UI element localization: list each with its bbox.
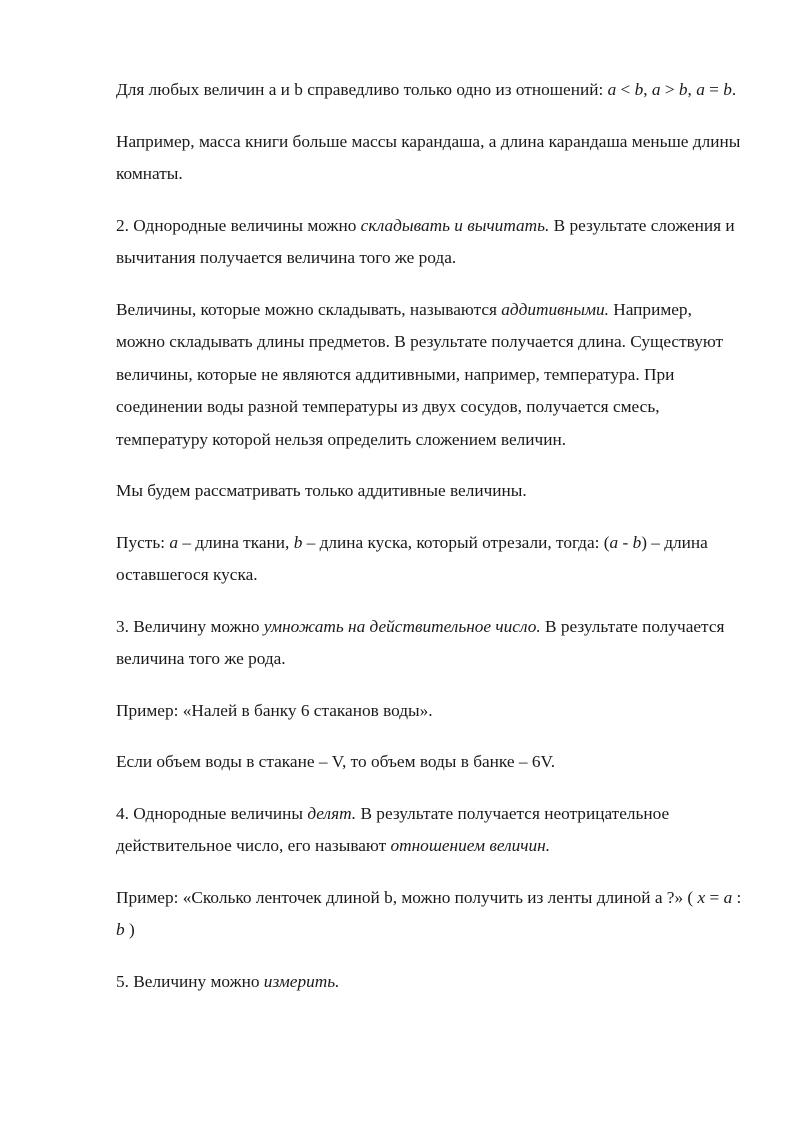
italic-text: b xyxy=(678,80,688,99)
text-segment: : xyxy=(732,887,742,907)
italic-text: a xyxy=(169,532,178,552)
text-segment: , xyxy=(643,80,652,99)
paragraph xyxy=(116,882,744,947)
document-page xyxy=(116,74,744,1017)
italic-text: отношением величин. xyxy=(390,836,551,855)
paragraph xyxy=(116,74,744,107)
text-segment: Например, масса книги больше массы карандаша, а длина карандаша меньше длины комнаты. xyxy=(116,131,741,183)
paragraph xyxy=(116,611,744,676)
text-segment: Мы будем рассматривать только аддитивные величины. xyxy=(116,481,527,500)
italic-text: a xyxy=(609,532,619,552)
paragraph xyxy=(116,294,744,457)
italic-text: a xyxy=(651,80,661,99)
text-segment: - xyxy=(618,532,633,552)
text-segment: 2. Однородные величины можно xyxy=(116,215,361,235)
text-segment: > xyxy=(660,80,679,99)
text-segment: Величины, которые можно складывать, называются xyxy=(116,299,502,319)
text-segment: = xyxy=(704,80,724,99)
text-segment: В результате получается неотрицательное действительное число, его называют xyxy=(116,803,670,855)
text-segment: Пример: «Налей в банку 6 стаканов воды». xyxy=(116,700,433,720)
italic-text: x xyxy=(697,887,706,907)
text-segment: Пример: «Сколько ленточек длиной b, можно получить из ленты длиной a ?» ( xyxy=(116,887,698,907)
paragraph xyxy=(116,798,744,863)
text-segment: 4. Однородные величины xyxy=(116,803,308,823)
italic-text: умножать на действительное число. xyxy=(263,616,541,636)
paragraph xyxy=(116,475,744,508)
text-segment: – длина ткани, xyxy=(178,532,294,552)
paragraph xyxy=(116,210,744,275)
italic-text: аддитивными. xyxy=(501,299,609,319)
paragraph xyxy=(116,527,744,592)
italic-text: b xyxy=(632,532,642,552)
text-segment: Пусть: xyxy=(116,532,170,552)
italic-text: измерить. xyxy=(263,971,340,991)
paragraph xyxy=(116,966,744,999)
paragraph xyxy=(116,126,744,191)
text-segment: ) xyxy=(124,920,135,939)
italic-text: a xyxy=(607,80,617,99)
italic-text: делят. xyxy=(307,803,357,823)
italic-text: b xyxy=(634,80,644,99)
italic-text: складывать и вычитать. xyxy=(360,215,550,235)
text-segment: . xyxy=(731,80,737,99)
italic-text: b xyxy=(116,920,125,939)
text-segment: Например, можно складывать длины предметов. В результате получается длина. Существуют величины, которые не являются аддитивными, например, температура. При соединении воды разной температуры из двух сосудов, получается смесь, температуру которой нельзя определить сложением величин. xyxy=(116,299,724,449)
text-segment: 3. Величину можно xyxy=(116,616,264,636)
text-segment: Если объем воды в стакане – V, то объем воды в банке – 6V. xyxy=(116,752,556,771)
italic-text: b xyxy=(723,80,732,99)
paragraph xyxy=(116,695,744,728)
text-segment: – длина куска, который отрезали, тогда: ( xyxy=(302,532,610,552)
text-segment: В результате получается величина того же рода. xyxy=(116,616,725,668)
paragraph xyxy=(116,746,744,779)
text-segment: В результате сложения и вычитания получается величина того же рода. xyxy=(116,215,735,267)
italic-text: a xyxy=(696,80,705,99)
text-segment: ) – длина оставшегося куска. xyxy=(116,532,708,584)
italic-text: a xyxy=(723,887,733,907)
text-segment: Для любых величин a и b справедливо только одно из отношений: xyxy=(116,80,608,99)
text-segment: 5. Величину можно xyxy=(116,971,264,991)
italic-text: b xyxy=(293,532,303,552)
text-segment: < xyxy=(616,80,635,99)
text-segment: , xyxy=(687,80,697,99)
text-segment: = xyxy=(705,887,724,907)
